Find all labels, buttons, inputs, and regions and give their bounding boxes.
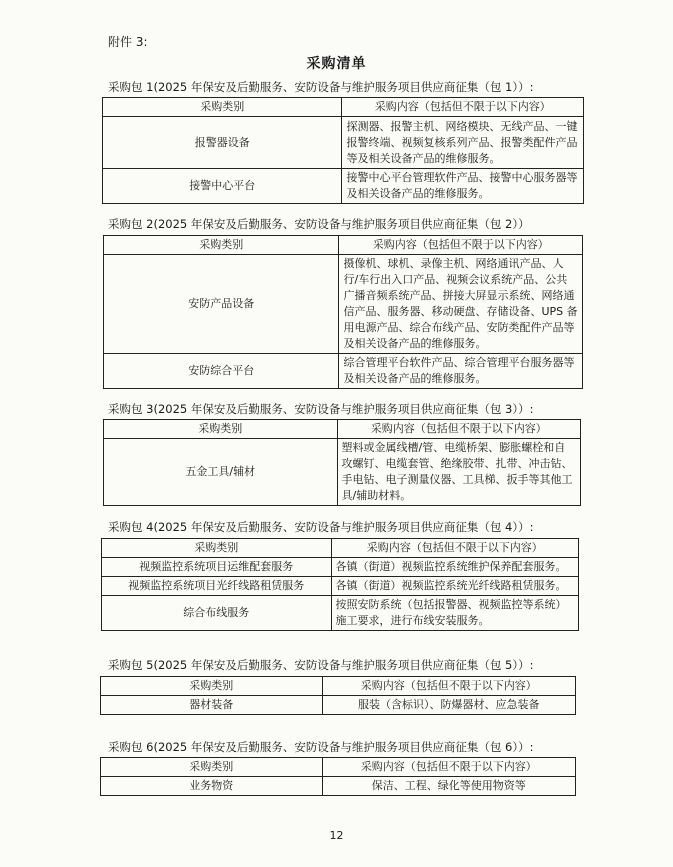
package-2-caption: 采购包 2(2025 年保安及后勤服务、安防设备与维护服务项目供应商征集（包 2）） xyxy=(108,217,530,231)
table-header-row xyxy=(101,758,576,777)
attachment-label: 附件 3: xyxy=(108,35,148,49)
row-content: 探测器、报警主机、网络模块、无线产品、一键报警终端、视频复核系列产品、报警类配件产品等及相关设备产品的维修服务。 xyxy=(342,117,584,169)
row-category: 安防综合平台 xyxy=(104,354,339,389)
header-category: 采购类别 xyxy=(104,420,338,439)
row-category: 视频监控系统项目光纤线路租赁服务 xyxy=(102,577,332,596)
table-header-row xyxy=(104,420,581,439)
row-content: 服装（含标识）、防爆器材、应急装备 xyxy=(322,696,575,715)
package-5-caption: 采购包 5(2025 年保安及后勤服务、安防设备与维护服务项目供应商征集（包 5））: xyxy=(108,658,534,672)
package-3-table xyxy=(103,419,581,506)
table-header-row xyxy=(101,677,576,696)
table-row xyxy=(104,255,583,354)
page-number: 12 xyxy=(329,829,344,842)
table-row xyxy=(104,439,581,506)
row-content: 摄像机、球机、录像主机、网络通讯产品、人行/车行出入口产品、视频会议系统产品、公共广播音频系统产品、拼接大屏显示系统、网络通信产品、服务器、移动硬盘、存储设备、UPS 备用电源产品、综合布线产品、安防类配件产品等及相关设备产品的维修服务。 xyxy=(339,255,583,354)
row-category: 器材装备 xyxy=(101,696,323,715)
package-4-caption: 采购包 4(2025 年保安及后勤服务、安防设备与维护服务项目供应商征集（包 4））: xyxy=(108,520,534,534)
row-content: 塑料或金属线槽/管、电缆桥架、膨胀螺栓和自攻螺钉、电缆套管、绝缘胶带、扎带、冲击钻、手电钻、电子测量仪器、工具梯、扳手等其他工具/辅助材料。 xyxy=(337,439,581,506)
row-category: 报警器设备 xyxy=(103,117,342,169)
header-category: 采购类别 xyxy=(101,758,323,777)
table-header-row xyxy=(104,236,583,255)
row-content: 各镇（街道）视频监控系统光纤线路租赁服务。 xyxy=(331,577,579,596)
package-4-table xyxy=(101,538,579,631)
package-3-caption: 采购包 3(2025 年保安及后勤服务、安防设备与维护服务项目供应商征集（包 3））: xyxy=(108,402,534,416)
row-content: 接警中心平台管理软件产品、接警中心服务器等及相关设备产品的维修服务。 xyxy=(342,169,584,204)
row-content: 保洁、工程、绿化等使用物资等 xyxy=(322,777,575,796)
row-category: 业务物资 xyxy=(101,777,323,796)
table-row xyxy=(102,577,579,596)
header-content: 采购内容（包括但不限于以下内容） xyxy=(337,420,581,439)
table-header-row xyxy=(103,98,584,117)
header-content: 采购内容（包括但不限于以下内容） xyxy=(322,677,575,696)
row-category: 五金工具/辅材 xyxy=(104,439,338,506)
table-row xyxy=(104,354,583,389)
table-row xyxy=(102,558,579,577)
package-1-caption: 采购包 1(2025 年保安及后勤服务、安防设备与维护服务项目供应商征集（包 1））: xyxy=(108,80,534,94)
table-row xyxy=(101,696,576,715)
table-row xyxy=(101,777,576,796)
table-header-row xyxy=(102,539,579,558)
header-category: 采购类别 xyxy=(101,677,323,696)
row-category: 接警中心平台 xyxy=(103,169,342,204)
package-1-table xyxy=(102,97,584,204)
row-category: 视频监控系统项目运维配套服务 xyxy=(102,558,332,577)
header-category: 采购类别 xyxy=(104,236,339,255)
header-category: 采购类别 xyxy=(103,98,342,117)
table-row xyxy=(103,169,584,204)
header-content: 采购内容（包括但不限于以下内容） xyxy=(342,98,584,117)
row-content: 按照安防系统（包括报警器、视频监控等系统）施工要求，进行布线安装服务。 xyxy=(331,596,579,631)
header-category: 采购类别 xyxy=(102,539,332,558)
table-row xyxy=(102,596,579,631)
header-content: 采购内容（包括但不限于以下内容） xyxy=(322,758,575,777)
row-category: 综合布线服务 xyxy=(102,596,332,631)
row-content: 各镇（街道）视频监控系统维护保养配套服务。 xyxy=(331,558,579,577)
page-title: 采购清单 xyxy=(306,56,367,72)
package-5-table xyxy=(100,676,576,715)
package-6-caption: 采购包 6(2025 年保安及后勤服务、安防设备与维护服务项目供应商征集（包 6））: xyxy=(108,740,534,754)
package-6-table xyxy=(100,757,576,796)
package-2-table xyxy=(103,235,583,389)
row-category: 安防产品设备 xyxy=(104,255,339,354)
row-content: 综合管理平台软件产品、综合管理平台服务器等及相关设备产品的维修服务。 xyxy=(339,354,583,389)
header-content: 采购内容（包括但不限于以下内容） xyxy=(331,539,579,558)
table-row xyxy=(103,117,584,169)
header-content: 采购内容（包括但不限于以下内容） xyxy=(339,236,583,255)
